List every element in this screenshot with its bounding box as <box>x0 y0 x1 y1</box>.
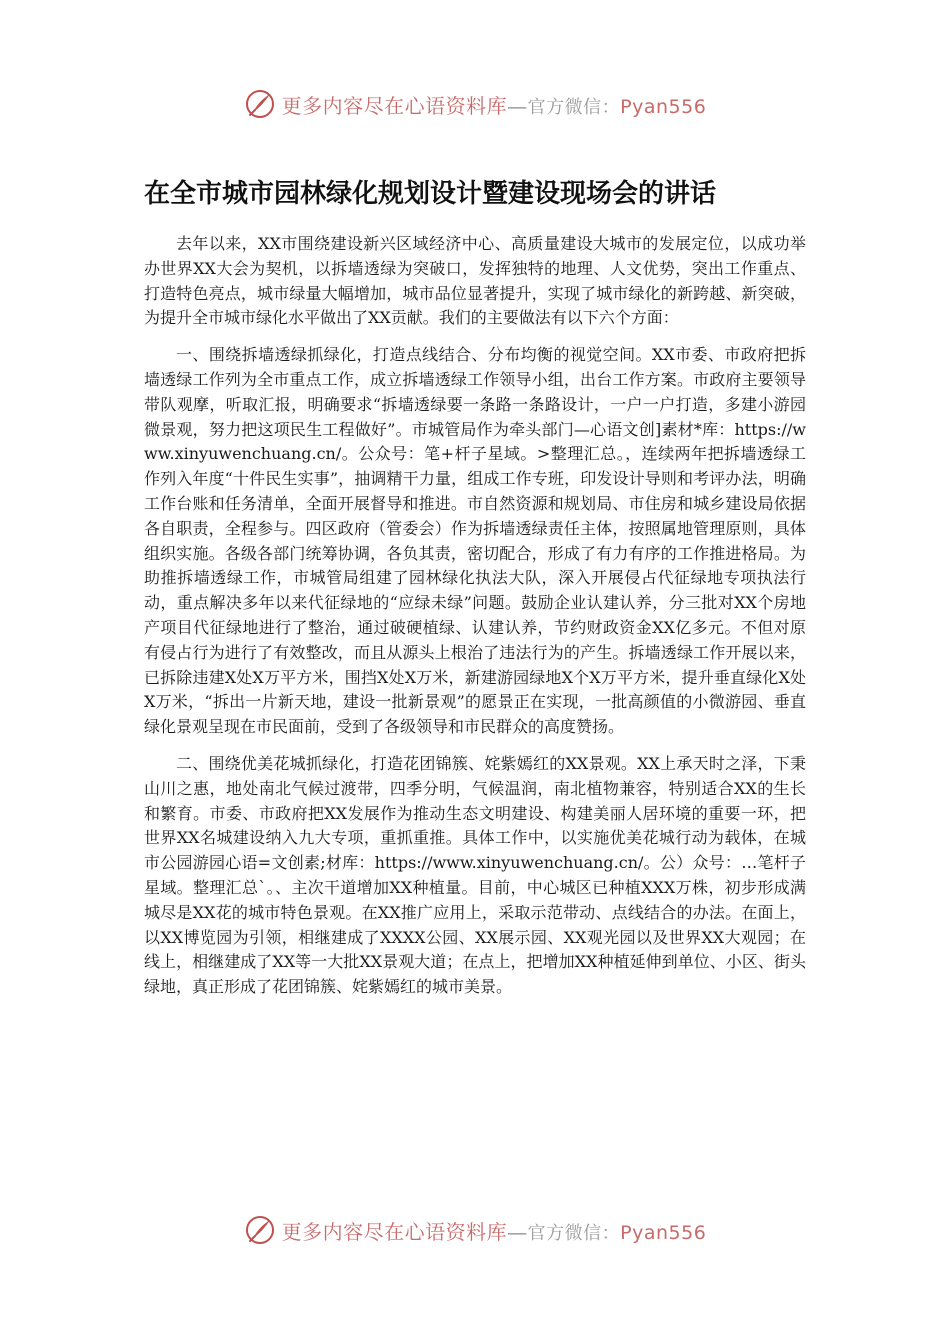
header-banner <box>0 82 950 126</box>
banner-wechat-label: 官方微信： <box>527 96 621 118</box>
banner-separator: — <box>507 93 528 118</box>
banner-wechat-label: 官方微信： <box>527 1222 621 1244</box>
banner-account: Pyan556 <box>620 95 707 118</box>
banner-text <box>282 1216 707 1245</box>
quill-logo-icon <box>244 88 276 120</box>
document-body <box>144 232 806 1012</box>
footer-banner <box>0 1208 950 1252</box>
banner-account: Pyan556 <box>620 1221 707 1244</box>
paragraph-section-2: 二、围绕优美花城抓绿化，打造花团锦簇、姹紫嫣红的XX景观。XX上承天时之泽，下秉山川之惠，地处南北气候过渡带，四季分明，气候温润，南北植物兼容，特别适合XX的生长和繁育。市委、市政府把XX发展作为推动生态文明建设、构建美丽人居环境的重要一环，把世界XX名城建设纳入九大专项，重抓重推。具体工作中，以实施优美花城行动为载体，在城市公园游园心语=文创素;材库：https://www.xinyuwenchuang.cn/。公）众号：…笔杆子星域。整理汇总`。、主次干道增加XX种植量。目前，中心城区已种植XXX万株，初步形成满城尽是XX花的城市特色景观。在XX推广应用上，采取示范带动、点线结合的办法。在面上，以XX博览园为引领，相继建成了XXXX公园、XX展示园、XX观光园以及世界XX大观园；在线上，相继建成了XX等一大批XX景观大道；在点上，把增加XX种植延伸到单位、小区、街头绿地，真正形成了花团锦簇、姹紫嫣红的城市美景。 <box>144 753 806 997</box>
banner-main-text: 更多内容尽在心语资料库 <box>281 93 508 118</box>
banner-separator: — <box>507 1219 528 1244</box>
banner-text <box>282 90 707 119</box>
banner-main-text: 更多内容尽在心语资料库 <box>281 1219 508 1244</box>
page-title: 在全市城市园林绿化规划设计暨建设现场会的讲话 <box>144 179 717 209</box>
paragraph-section-1: 一、围绕拆墙透绿抓绿化，打造点线结合、分布均衡的视觉空间。XX市委、市政府把拆墙透绿工作列为全市重点工作，成立拆墙透绿工作领导小组，出台工作方案。市政府主要领导带队观摩，听取汇报，明确要求“拆墙透绿要一条路一条路设计，一户一户打造，多建小游园微景观，努力把这项民生工程做好”。市城管局作为牵头部门—心语文创]素材*库：https://www.xinyuwenchuang.cn/。公众号：笔+杆子星域。>整理汇总。，连续两年把拆墙透绿工作列入年度“十件民生实事”，抽调精干力量，组成工作专班，印发设计导则和考评办法，明确工作台账和任务清单，全面开展督导和推进。市自然资源和规划局、市住房和城乡建设局依据各自职责，全程参与。四区政府（管委会）作为拆墙透绿责任主体，按照属地管理原则，具体组织实施。各级各部门统筹协调，各负其责，密切配合，形成了有力有序的工作推进格局。为助推拆墙透绿工作，市城管局组建了园林绿化执法大队，深入开展侵占代征绿地专项执法行动，重点解决多年以来代征绿地的“应绿未绿”问题。鼓励企业认建认养，分三批对XX个房地产项目代征绿地进行了整治，通过破硬植绿、认建认养，节约财政资金XX亿多元。不但对原有侵占行为进行了有效整改，而且从源头上根治了违法行为的产生。拆墙透绿工作开展以来，已拆除违建X处X万平方米，围挡X处X万米，新建游园绿地X个X万平方米，提升垂直绿化X处X万米，“拆出一片新天地，建设一批新景观”的愿景正在实现，一批高颜值的小微游园、垂直绿化景观呈现在市民面前，受到了各级领导和市民群众的高度赞扬。 <box>144 345 806 737</box>
paragraph-intro: 去年以来，XX市围绕建设新兴区域经济中心、高质量建设大城市的发展定位，以成功举办世界XX大会为契机，以拆墙透绿为突破口，发挥独特的地理、人文优势，突出工作重点、打造特色亮点，城市绿量大幅增加，城市品位显著提升，实现了城市绿化的新跨越、新突破，为提升全市城市绿化水平做出了XX贡献。我们的主要做法有以下六个方面： <box>144 234 806 328</box>
quill-logo-icon <box>244 1214 276 1246</box>
